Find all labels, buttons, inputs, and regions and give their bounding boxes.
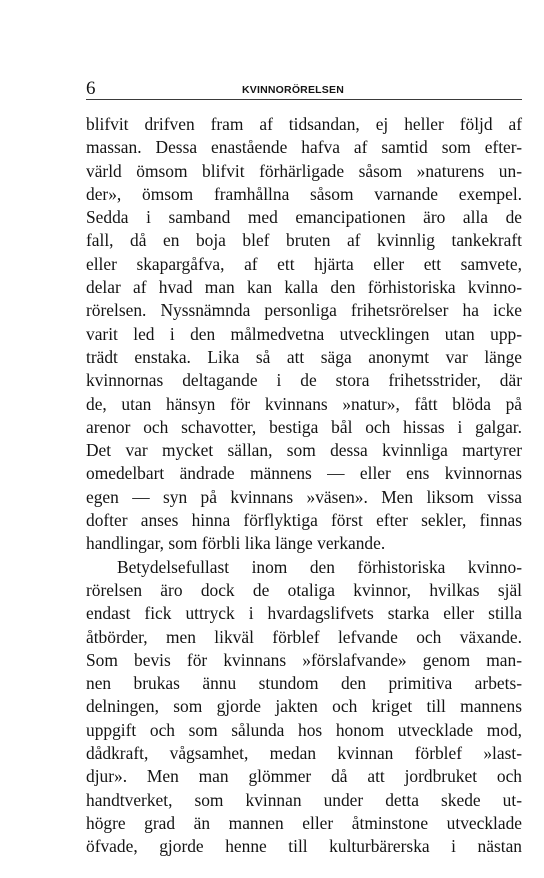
text-line: uppgift och som sålunda hos honom utvecklade mod,: [86, 719, 522, 740]
text-line: Som bevis för kvinnans »förslafvande» genom man-: [86, 649, 522, 670]
text-line: handtverket, som kvinnan under detta skede ut-: [86, 789, 522, 810]
text-line: Sedda i samband med emancipationen äro alla de: [86, 207, 522, 228]
text-line: nen brukas ännu stundom den primitiva arbets-: [86, 673, 522, 694]
text-line: öfvade, gjorde henne till kulturbärerska i nästan: [86, 836, 522, 857]
text-line: eller skapargåfva, af ett hjärta eller ett samvete,: [86, 253, 522, 274]
text-line: rörelsen äro dock de otaliga kvinnor, hvilkas själ: [86, 579, 522, 600]
text-line: der», ömsom framhållna såsom varnande exempel.: [86, 183, 522, 204]
paragraph-1: [86, 113, 522, 556]
page-number: 6: [86, 78, 96, 99]
page-header: [86, 79, 522, 101]
text-line: de, utan hänsyn för kvinnans »natur», fått blöda på: [86, 393, 522, 414]
paragraph-2: [86, 556, 522, 859]
text-line: delar af hvad man kan kalla den förhistoriska kvinno-: [86, 277, 522, 298]
text-line: högre grad än mannen eller åtminstone utvecklade: [86, 812, 522, 833]
text-line: blifvit drifven fram af tidsandan, ej heller följd af: [86, 114, 522, 134]
text-line: djur». Men man glömmer då att jordbruket och: [86, 766, 522, 787]
text-line: handlingar, som förbli lika länge verkande.: [86, 533, 386, 554]
text-line: egen — syn på kvinnans »väsen». Men liksom vissa: [86, 486, 522, 507]
header-rule: [86, 99, 522, 100]
text-line: fall, då en boja blef bruten af kvinnlig tankekraft: [86, 230, 522, 251]
text-line: varit led i den målmedvetna utvecklingen utan upp-: [86, 323, 522, 344]
text-line: Betydelsefullast inom den förhistoriska kvinno-: [117, 556, 522, 577]
text-line: dådkraft, vågsamhet, medan kvinnan förblef »last-: [86, 743, 522, 764]
text-line: trädt enstaka. Lika så att säga anonymt var länge: [86, 346, 522, 367]
text-line: delningen, som gjorde jakten och kriget till mannens: [86, 696, 522, 717]
body-text: [86, 113, 522, 859]
text-line: Det var mycket sällan, som dessa kvinnliga martyrer: [86, 440, 522, 461]
text-line: värld ömsom blifvit förhärligade såsom »naturens un-: [86, 160, 522, 181]
text-line: åtbörder, men likväl förblef lefvande och växande.: [86, 626, 522, 647]
text-line: rörelsen. Nyssnämnda personliga frihetsrörelser ha icke: [86, 300, 522, 321]
text-line: endast fick uttryck i hvardagslifvets starka eller stilla: [86, 603, 522, 624]
text-line: massan. Dessa enastående hafva af samtid som efter-: [86, 137, 522, 158]
text-line: omedelbart ändrade männens — eller ens kvinnornas: [86, 463, 522, 484]
text-line: arenor och schavotter, bestiga bål och hissas i galgar.: [86, 416, 522, 437]
text-line: kvinnornas deltagande i de stora frihetsstrider, där: [86, 370, 522, 391]
text-line: dofter anses hinna förflyktiga först efter sekler, finnas: [86, 510, 522, 531]
running-title: KVINNORÖRELSEN: [242, 84, 344, 96]
